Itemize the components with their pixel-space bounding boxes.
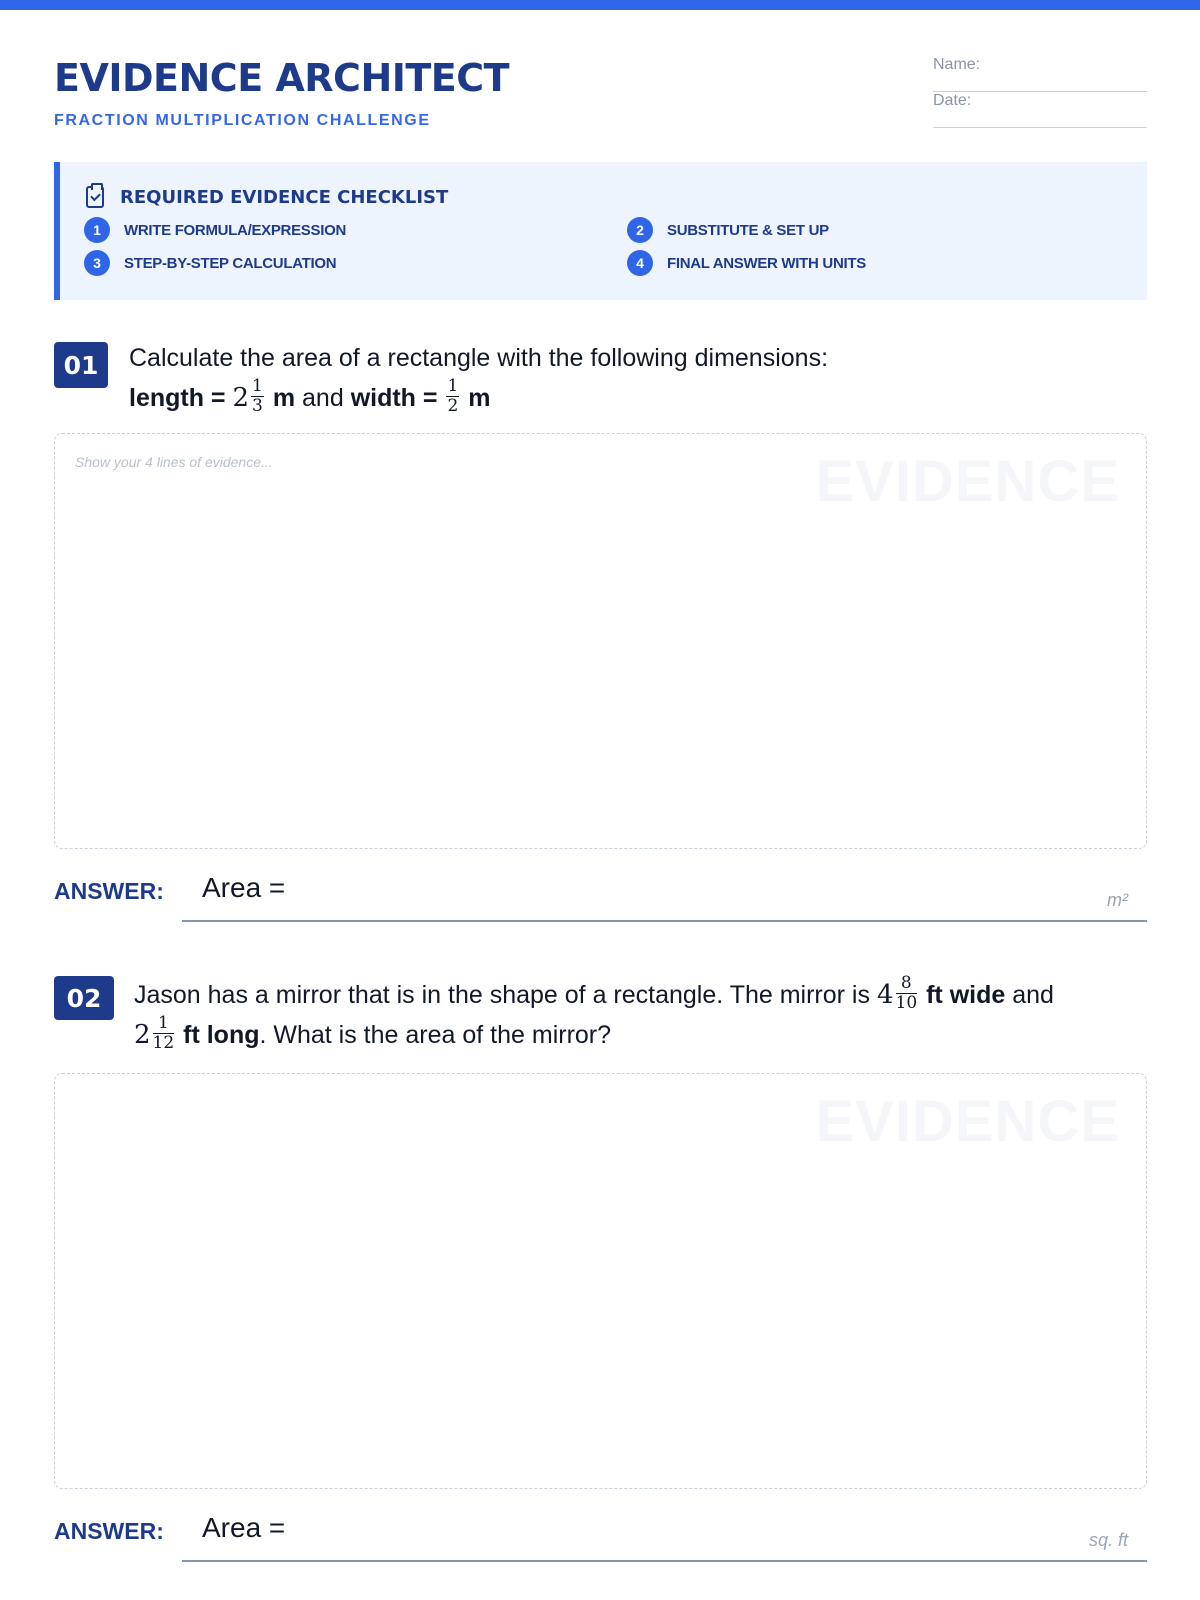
step-number-badge: 4 bbox=[627, 250, 653, 276]
checklist-item bbox=[84, 249, 336, 277]
fraction-numerator: 8 bbox=[896, 975, 918, 994]
question-line bbox=[134, 1012, 1054, 1055]
question-line: Calculate the area of a rectangle with the following dimensions: bbox=[129, 344, 829, 372]
page-subtitle: FRACTION MULTIPLICATION CHALLENGE bbox=[54, 112, 431, 129]
fraction-denominator: 10 bbox=[895, 992, 918, 1013]
checklist-item-label: FINAL ANSWER WITH UNITS bbox=[667, 254, 866, 272]
answer-label: ANSWER: bbox=[54, 878, 164, 904]
question-sentence: . What is the area of the mirror? bbox=[259, 1021, 612, 1049]
answer-input-line[interactable] bbox=[182, 1560, 1147, 1562]
answer-label: ANSWER: bbox=[54, 1518, 164, 1544]
length-unit: m bbox=[272, 384, 296, 412]
long-whole: 2 bbox=[134, 1020, 151, 1050]
checklist-header bbox=[86, 184, 448, 210]
question-number-badge: 02 bbox=[54, 976, 114, 1020]
evidence-watermark: EVIDENCE bbox=[815, 449, 1120, 514]
checklist-item bbox=[627, 249, 866, 277]
date-field[interactable] bbox=[933, 92, 1147, 128]
checklist-item bbox=[627, 216, 829, 244]
answer-unit: m² bbox=[1107, 890, 1128, 910]
page-title: EVIDENCE ARCHITECT bbox=[54, 56, 510, 100]
answer-unit: sq. ft bbox=[1088, 1530, 1128, 1550]
width-fraction bbox=[446, 375, 459, 416]
checklist-item bbox=[84, 216, 346, 244]
question-text bbox=[129, 338, 828, 418]
question-text bbox=[134, 972, 1054, 1055]
step-number-badge: 1 bbox=[84, 217, 110, 243]
length-whole: 2 bbox=[232, 383, 250, 413]
fraction-denominator: 3 bbox=[252, 395, 263, 416]
wide-fraction bbox=[895, 972, 918, 1013]
question-line bbox=[134, 972, 1054, 1015]
date-label: Date: bbox=[933, 92, 972, 109]
question-number-badge: 01 bbox=[54, 342, 108, 388]
long-label: ft long bbox=[183, 1021, 260, 1049]
evidence-placeholder: Show your 4 lines of evidence... bbox=[75, 454, 273, 470]
answer-prefix: Area = bbox=[202, 872, 286, 903]
length-label: length = bbox=[129, 384, 226, 412]
name-label: Name: bbox=[933, 56, 981, 73]
fraction-numerator: 1 bbox=[252, 375, 263, 396]
connector-word: and bbox=[1012, 981, 1054, 1009]
width-unit: m bbox=[468, 384, 491, 412]
fraction-denominator: 2 bbox=[447, 395, 459, 416]
length-fraction bbox=[251, 375, 264, 416]
wide-whole: 4 bbox=[876, 980, 894, 1010]
top-accent-bar bbox=[0, 0, 1200, 10]
evidence-work-area[interactable] bbox=[54, 433, 1147, 849]
fraction-denominator: 12 bbox=[152, 1032, 175, 1053]
connector-word: and bbox=[302, 384, 344, 412]
answer-input-line[interactable] bbox=[182, 920, 1147, 922]
evidence-work-area[interactable] bbox=[54, 1073, 1147, 1489]
step-number-badge: 2 bbox=[627, 217, 653, 243]
wide-label: ft wide bbox=[926, 981, 1006, 1009]
checklist-item-label: WRITE FORMULA/EXPRESSION bbox=[124, 221, 346, 239]
fraction-numerator: 1 bbox=[153, 1015, 175, 1034]
question-line bbox=[129, 375, 828, 418]
answer-prefix: Area = bbox=[202, 1512, 286, 1543]
fraction-numerator: 1 bbox=[447, 375, 459, 396]
evidence-watermark: EVIDENCE bbox=[815, 1089, 1120, 1154]
checklist-item-label: SUBSTITUTE & SET UP bbox=[667, 221, 829, 239]
width-label: width = bbox=[350, 384, 438, 412]
clipboard-check-icon bbox=[86, 186, 104, 208]
name-field[interactable] bbox=[933, 56, 1147, 92]
question-sentence: Jason has a mirror that is in the shape of a rectangle. The mirror is bbox=[134, 981, 870, 1009]
checklist-title: REQUIRED EVIDENCE CHECKLIST bbox=[120, 186, 449, 208]
checklist-item-label: STEP-BY-STEP CALCULATION bbox=[124, 254, 337, 272]
student-info bbox=[933, 56, 1147, 128]
step-number-badge: 3 bbox=[84, 250, 110, 276]
long-fraction bbox=[152, 1012, 175, 1053]
evidence-checklist bbox=[54, 162, 1147, 300]
worksheet-header bbox=[54, 56, 1147, 136]
